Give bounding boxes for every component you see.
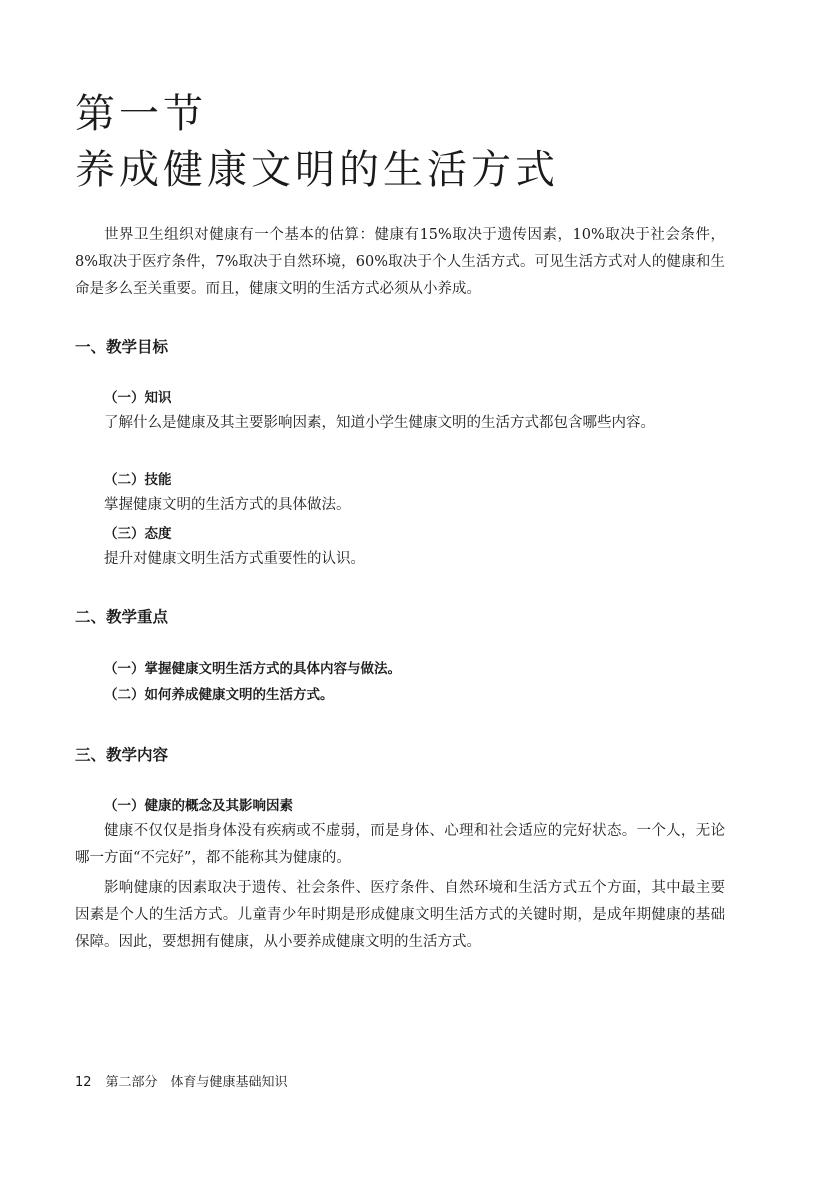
page-title: 养成健康文明的生活方式 [75,147,559,193]
subheading-health-concept: （一）健康的概念及其影响因素 [104,798,293,814]
section-number-title: 第一节 [75,91,207,137]
heading-teaching-goals: 一、教学目标 [75,338,169,356]
heading-teaching-focus: 二、教学重点 [75,608,169,626]
health-factors-paragraph: 影响健康的因素取决于遗传、社会条件、医疗条件、自然环境和生活方式五个方面，其中最主要因素是个人的生活方式。儿童青少年时期是形成健康文明生活方式的关键时期，是成年期健康的基础保障。因此，要想拥有健康，从小要养成健康文明的生活方式。 [75,880,725,950]
subheading-knowledge: （一）知识 [104,390,172,406]
focus-item-2: （二）如何养成健康文明的生活方式。 [104,687,334,703]
focus-item-1: （一）掌握健康文明生活方式的具体内容与做法。 [104,661,401,677]
subheading-attitude: （三）态度 [104,526,172,542]
health-concept-paragraph: 健康不仅仅是指身体没有疾病或不虚弱，而是身体、心理和社会适应的完好状态。一个人，无论哪一方面“不完好”，都不能称其为健康的。 [75,823,725,866]
page-footer [75,1073,288,1093]
subheading-skills: （二）技能 [104,472,172,488]
heading-teaching-content: 三、教学内容 [75,746,169,764]
attitude-paragraph: 提升对健康文明生活方式重要性的认识。 [104,551,365,567]
footer-part-title: 第二部分 体育与健康基础知识 [105,1075,288,1090]
knowledge-paragraph: 了解什么是健康及其主要影响因素，知道小学生健康文明的生活方式都包含哪些内容。 [104,415,655,431]
intro-paragraph: 世界卫生组织对健康有一个基本的估算：健康有15%取决于遗传因素，10%取决于社会条件，8%取决于医疗条件，7%取决于自然环境，60%取决于个人生活方式。可见生活方式对人的健康和生命是多么至关重要。而且，健康文明的生活方式必须从小养成。 [75,227,725,297]
page-number: 12 [75,1075,92,1090]
skills-paragraph: 掌握健康文明的生活方式的具体做法。 [104,497,351,513]
